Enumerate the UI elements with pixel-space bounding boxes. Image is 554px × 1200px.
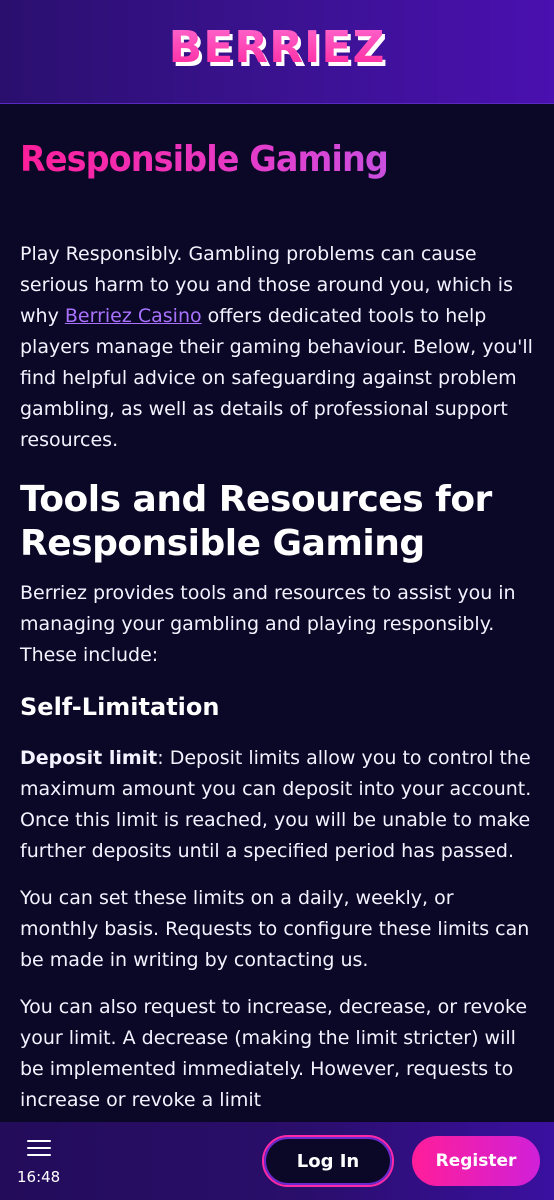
berriez-logo[interactable]: BERRIEZ (169, 18, 386, 78)
berriez-casino-link[interactable]: Berriez Casino (64, 305, 202, 327)
site-header (0, 0, 554, 104)
menu-line (27, 1147, 51, 1149)
self-limitation-heading: Self-Limitation (20, 693, 220, 721)
bottom-navigation-bar (0, 1122, 554, 1200)
intro-text-start: Play Responsibly. Gambling problems can cause serious harm to you and those around you, which is why (20, 243, 513, 327)
menu-line (27, 1154, 51, 1156)
menu-line (27, 1140, 51, 1142)
limits-basis-paragraph: You can set these limits on a daily, weekly, or monthly basis. Requests to configure these limits can be made in writing by contacting us. (20, 887, 530, 971)
deposit-limit-label: Deposit limit (20, 747, 158, 769)
register-button[interactable]: Register (412, 1136, 540, 1186)
tools-heading: Tools and Resources for Responsible Gaming (20, 479, 492, 564)
intro-text-end: offers dedicated tools to help players manage their gaming behaviour. Below, you'll find helpful advice on safeguarding against problem gambling, as well as details of professional support resources. (20, 305, 533, 451)
hamburger-menu-icon[interactable] (27, 1140, 51, 1156)
clock-time: 16:48 (17, 1168, 61, 1186)
limits-change-paragraph: You can also request to increase, decrease, or revoke your limit. A decrease (making the limit stricter) will be implemented immediately. However, requests to increase or revoke a limit (20, 996, 528, 1111)
intro-paragraph (20, 239, 535, 456)
login-button[interactable]: Log In (262, 1135, 394, 1187)
deposit-limit-paragraph (20, 743, 535, 867)
main-content (20, 134, 535, 1116)
page-title: Responsible Gaming (20, 134, 499, 186)
tools-intro-paragraph: Berriez provides tools and resources to assist you in managing your gambling and playing responsibly. These include: (20, 582, 516, 666)
deposit-limit-text: : Deposit limits allow you to control the maximum amount you can deposit into your account. Once this limit is reached, you will be unable to make further deposits until a specified period has passed. (20, 747, 532, 862)
